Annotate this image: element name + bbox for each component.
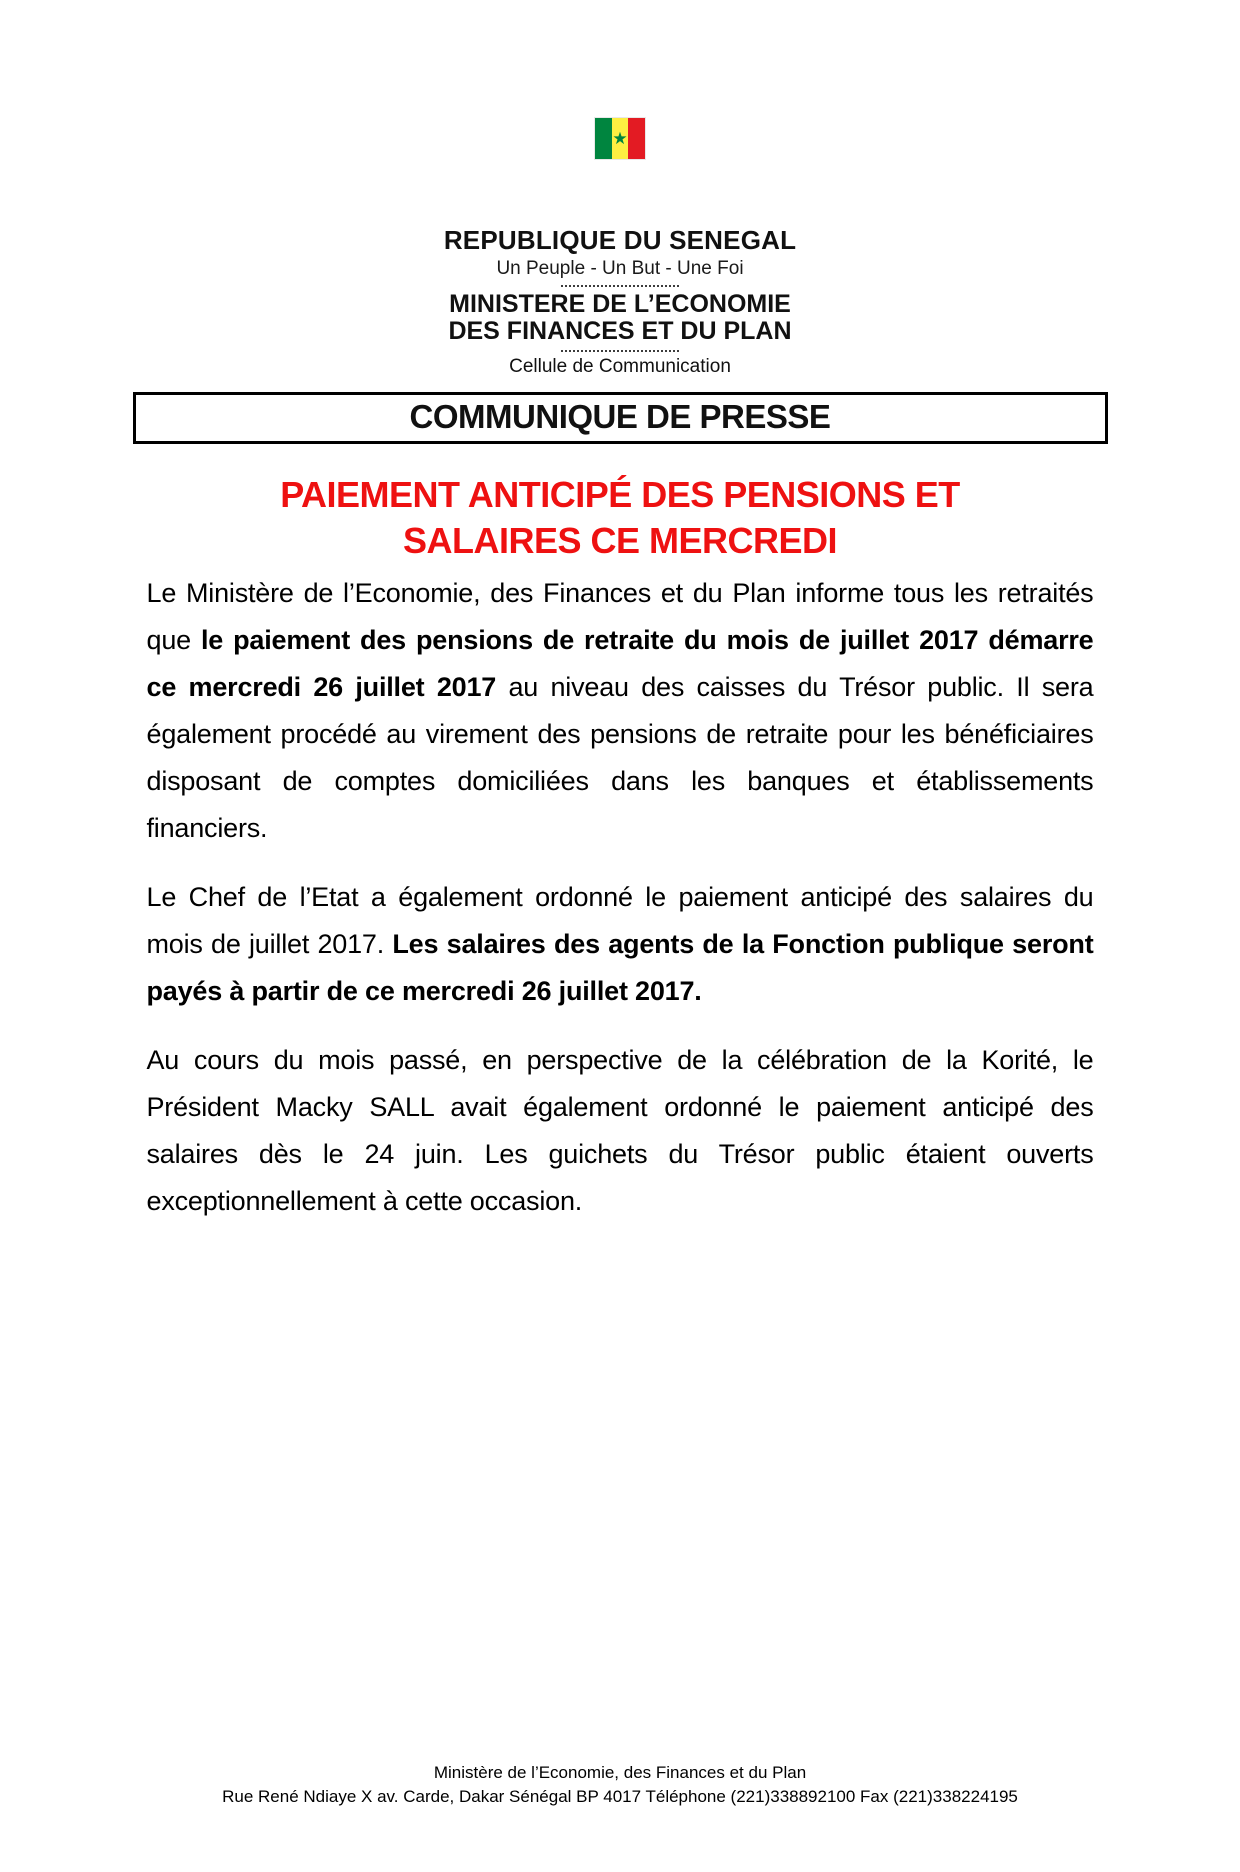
flag-star-icon: ★	[612, 128, 628, 148]
dotted-separator	[561, 350, 679, 352]
republic-title: REPUBLIQUE DU SENEGAL	[443, 225, 797, 255]
ministry-name-line1: MINISTERE DE L’ECONOMIE	[449, 290, 791, 318]
paragraph-1: Le Ministère de l’Economie, des Finances et du Plan informe tous les retraités que le paiement des pensions de retraite du mois de juillet 2017 démarre ce mercredi 26 juillet 2017 au niveau des caisses du Trésor public. Il sera également procédé au virement des pensions de retraite pour les bénéficiaires disposant de comptes domiciliées dans les banques et établissements financiers.	[146, 578, 1094, 843]
press-release-banner-box	[133, 392, 1108, 444]
ministry-name-line2: DES FINANCES ET DU PLAN	[448, 317, 792, 345]
footer-address-line: Rue René Ndiaye X av. Carde, Dakar Sénégal BP 4017 Téléphone (221)338892100 Fax (221)338224195	[222, 1787, 1018, 1806]
paragraph-3: Au cours du mois passé, en perspective de la célébration de la Korité, le Président Macky SALL avait également ordonné le paiement anticipé des salaires dès le 24 juin. Les guichets du Trésor public étaient ouverts exceptionnellement à cette occasion.	[146, 1045, 1094, 1216]
press-release-banner-label: COMMUNIQUE DE PRESSE	[409, 398, 831, 435]
paragraph-2: Le Chef de l’Etat a également ordonné le paiement anticipé des salaires du mois de juillet 2017. Les salaires des agents de la Fonction publique seront payés à partir de ce mercredi 26 juillet 2017.	[146, 882, 1094, 1006]
letterhead	[0, 118, 1240, 378]
headline	[0, 472, 1240, 564]
senegal-flag-icon	[595, 118, 645, 159]
headline-line2: SALAIRES CE MERCREDI	[402, 520, 838, 561]
body-text	[147, 570, 1094, 1225]
dotted-separator	[561, 285, 679, 287]
headline-line1: PAIEMENT ANTICIPÉ DES PENSIONS ET	[280, 474, 960, 515]
footer	[0, 1761, 1240, 1809]
footer-ministry-line: Ministère de l’Economie, des Finances et du Plan	[433, 1763, 807, 1782]
national-motto: Un Peuple - Un But - Une Foi	[496, 258, 744, 279]
press-release-page	[0, 118, 1240, 1872]
communication-unit-label: Cellule de Communication	[509, 356, 731, 377]
